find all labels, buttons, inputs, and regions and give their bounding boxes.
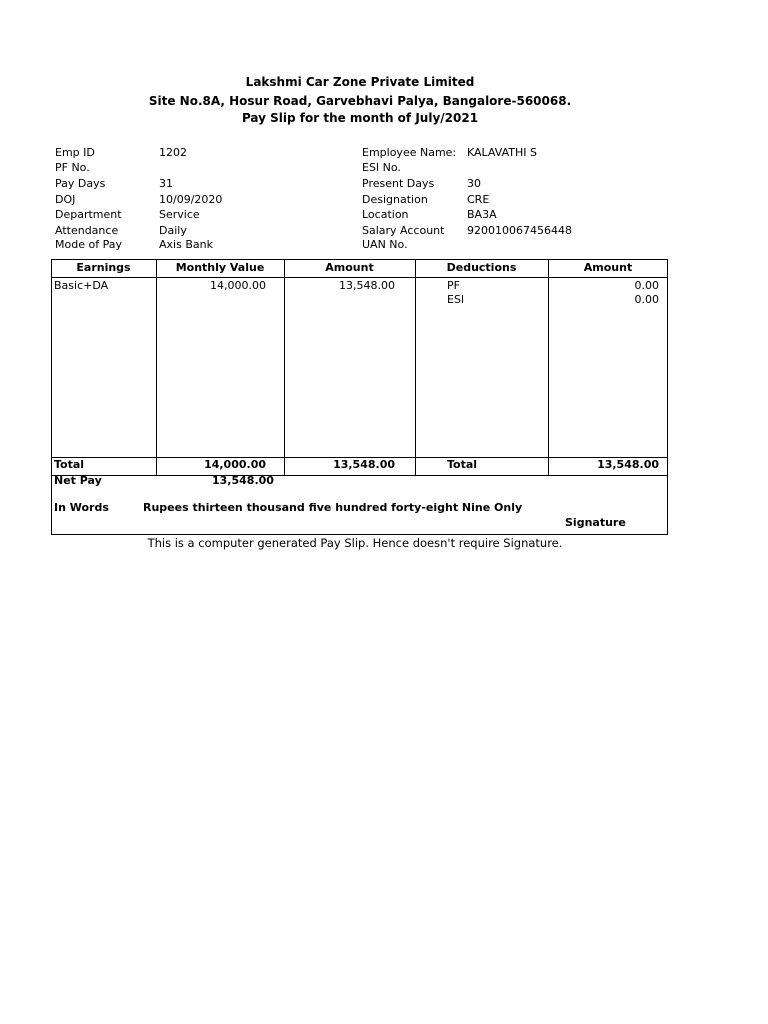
location-value: BA3A (467, 208, 497, 221)
deduction-name: ESI (447, 293, 465, 306)
uan-label: UAN No. (362, 238, 408, 251)
present-days-value: 30 (467, 177, 481, 190)
doj-value: 10/09/2020 (159, 193, 223, 206)
in-words-label: In Words (54, 501, 109, 514)
header-monthly-value: Monthly Value (175, 261, 265, 274)
attendance-label: Attendance (55, 224, 119, 237)
header-earnings: Earnings (76, 261, 131, 274)
total-label: Total (54, 458, 85, 471)
department-value: Service (159, 208, 200, 221)
salary-account-label: Salary Account (362, 224, 445, 237)
pay-days-value: 31 (159, 177, 173, 190)
deduction-name: PF (447, 279, 460, 292)
total-bottom-divider (51, 475, 668, 476)
pay-days-label: Pay Days (55, 177, 106, 190)
total-amount: 13,548.00 (333, 458, 395, 471)
total-deductions-label: Total (447, 458, 478, 471)
department-label: Department (55, 208, 122, 221)
salary-account-value: 920010067456448 (467, 224, 572, 237)
payslip-title: Pay Slip for the month of July/2021 (241, 111, 479, 125)
designation-value: CRE (467, 193, 490, 206)
employee-name-value: KALAVATHI S (467, 146, 537, 159)
earning-monthly-value: 14,000.00 (210, 279, 266, 292)
header-deduction-amount: Amount (583, 261, 633, 274)
attendance-value: Daily (159, 224, 187, 237)
in-words-value: Rupees thirteen thousand five hundred forty-eight Nine Only (143, 501, 523, 514)
earning-amount: 13,548.00 (339, 279, 395, 292)
location-label: Location (362, 208, 409, 221)
company-address: Site No.8A, Hosur Road, Garvebhavi Palya, Bangalore-560068. (148, 94, 572, 108)
present-days-label: Present Days (362, 177, 435, 190)
esi-label: ESI No. (362, 161, 401, 174)
header-amount: Amount (325, 261, 374, 274)
header-deductions: Deductions (446, 261, 517, 274)
deduction-amount: 0.00 (634, 293, 659, 306)
mode-of-pay-value: Axis Bank (159, 238, 213, 251)
header-divider (51, 277, 668, 278)
mode-of-pay-label: Mode of Pay (55, 238, 122, 251)
employee-name-label: Employee Name: (362, 146, 457, 159)
emp-id-label: Emp ID (55, 146, 95, 159)
total-deduction-amount: 13,548.00 (597, 458, 659, 471)
signature-label: Signature (565, 516, 626, 529)
net-pay-label: Net Pay (54, 474, 102, 487)
pf-label: PF No. (55, 161, 90, 174)
net-pay-value: 13,548.00 (212, 474, 274, 487)
column-divider (415, 259, 416, 476)
doj-label: DOJ (55, 193, 76, 206)
designation-label: Designation (362, 193, 428, 206)
footer-note: This is a computer generated Pay Slip. Hence doesn't require Signature. (147, 536, 563, 550)
total-monthly-value: 14,000.00 (204, 458, 266, 471)
earning-name: Basic+DA (54, 279, 109, 292)
company-name: Lakshmi Car Zone Private Limited (245, 75, 475, 89)
emp-id-value: 1202 (159, 146, 187, 159)
deduction-amount: 0.00 (634, 279, 659, 292)
